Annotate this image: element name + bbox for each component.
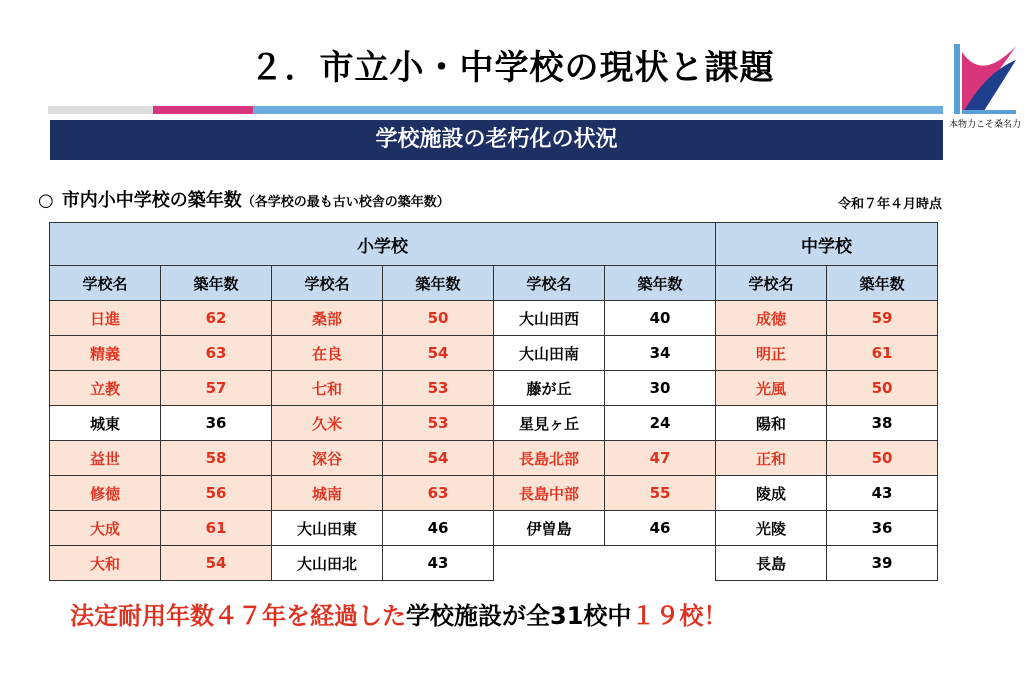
school-name-cell: 長島北部 [494, 441, 605, 476]
section-banner: 学校施設の老朽化の状況 [50, 120, 943, 160]
school-name-cell: 久米 [272, 406, 383, 441]
table-row [50, 476, 938, 511]
col-header-name: 学校名 [494, 266, 605, 301]
school-name-cell: 七和 [272, 371, 383, 406]
building-age-cell: 46 [605, 511, 716, 546]
building-age-cell: 39 [827, 546, 938, 581]
school-name-cell: 在良 [272, 336, 383, 371]
building-age-cell: 63 [161, 336, 272, 371]
empty-cell [494, 546, 605, 581]
building-age-cell: 24 [605, 406, 716, 441]
school-name-cell: 長島中部 [494, 476, 605, 511]
empty-cell [605, 546, 716, 581]
school-name-cell: 桑部 [272, 301, 383, 336]
school-name-cell: 成徳 [716, 301, 827, 336]
building-age-cell: 43 [383, 546, 494, 581]
stripe-gray [48, 106, 153, 114]
conclusion-part1: 法定耐用年数４７年を経過した [70, 602, 406, 630]
building-age-cell: 62 [161, 301, 272, 336]
school-name-cell: 正和 [716, 441, 827, 476]
building-age-cell: 61 [161, 511, 272, 546]
building-age-cell: 50 [383, 301, 494, 336]
building-age-cell: 61 [827, 336, 938, 371]
school-name-cell: 深谷 [272, 441, 383, 476]
table-row [50, 336, 938, 371]
building-age-cell: 34 [605, 336, 716, 371]
school-name-cell: 星見ヶ丘 [494, 406, 605, 441]
page-title: ２．市立小・中学校の現状と課題 [249, 48, 775, 88]
school-name-cell: 伊曽島 [494, 511, 605, 546]
building-age-cell: 46 [383, 511, 494, 546]
building-age-cell: 58 [161, 441, 272, 476]
school-name-cell: 陵成 [716, 476, 827, 511]
building-age-cell: 53 [383, 371, 494, 406]
school-name-cell: 大山田東 [272, 511, 383, 546]
conclusion [70, 596, 727, 631]
building-age-cell: 50 [827, 371, 938, 406]
heading-note: （各学校の最も古い校舎の築年数） [241, 195, 450, 210]
col-header-years: 築年数 [605, 266, 716, 301]
building-age-cell: 54 [383, 336, 494, 371]
city-logo [952, 42, 1018, 122]
table-body [50, 301, 938, 581]
school-name-cell: 藤が丘 [494, 371, 605, 406]
school-name-cell: 大成 [50, 511, 161, 546]
table-row [50, 546, 938, 581]
building-age-cell: 54 [383, 441, 494, 476]
school-name-cell: 日進 [50, 301, 161, 336]
stripe-pink [153, 106, 253, 114]
school-name-cell: 長島 [716, 546, 827, 581]
col-header-years: 築年数 [827, 266, 938, 301]
col-header-name: 学校名 [272, 266, 383, 301]
col-header-years: 築年数 [161, 266, 272, 301]
building-age-cell: 43 [827, 476, 938, 511]
building-age-cell: 50 [827, 441, 938, 476]
building-age-cell: 36 [161, 406, 272, 441]
stripe-blue [253, 106, 943, 114]
building-age-cell: 30 [605, 371, 716, 406]
col-header-name: 学校名 [716, 266, 827, 301]
building-age-cell: 40 [605, 301, 716, 336]
table-row [50, 406, 938, 441]
school-name-cell: 陽和 [716, 406, 827, 441]
school-name-cell: 城南 [272, 476, 383, 511]
school-age-table [49, 222, 938, 581]
section-heading [38, 186, 450, 212]
elementary-header: 小学校 [50, 223, 716, 266]
building-age-cell: 53 [383, 406, 494, 441]
school-name-cell: 明正 [716, 336, 827, 371]
building-age-cell: 38 [827, 406, 938, 441]
school-name-cell: 精義 [50, 336, 161, 371]
building-age-cell: 36 [827, 511, 938, 546]
school-name-cell: 大和 [50, 546, 161, 581]
school-name-cell: 大山田西 [494, 301, 605, 336]
col-header-years: 築年数 [383, 266, 494, 301]
junior-header: 中学校 [716, 223, 938, 266]
heading-text: 市内小中学校の築年数 [61, 190, 242, 211]
logo-caption: 本物力こそ桑名力 [948, 120, 1021, 130]
building-age-cell: 56 [161, 476, 272, 511]
building-age-cell: 59 [827, 301, 938, 336]
conclusion-part2: 学校施設が全31校中 [406, 602, 632, 630]
school-name-cell: 立教 [50, 371, 161, 406]
table-row [50, 301, 938, 336]
school-name-cell: 大山田南 [494, 336, 605, 371]
school-name-cell: 修徳 [50, 476, 161, 511]
col-header-name: 学校名 [50, 266, 161, 301]
bullet: ○ [38, 190, 54, 211]
table-row [50, 371, 938, 406]
table-row [50, 441, 938, 476]
school-name-cell: 光陵 [716, 511, 827, 546]
table-row [50, 511, 938, 546]
school-name-cell: 城東 [50, 406, 161, 441]
building-age-cell: 57 [161, 371, 272, 406]
school-name-cell: 光風 [716, 371, 827, 406]
school-name-cell: 大山田北 [272, 546, 383, 581]
building-age-cell: 54 [161, 546, 272, 581]
as-of-date: 令和７年４月時点 [837, 197, 942, 212]
building-age-cell: 55 [605, 476, 716, 511]
conclusion-part3: １９校！ [631, 602, 728, 630]
building-age-cell: 47 [605, 441, 716, 476]
school-name-cell: 益世 [50, 441, 161, 476]
building-age-cell: 63 [383, 476, 494, 511]
